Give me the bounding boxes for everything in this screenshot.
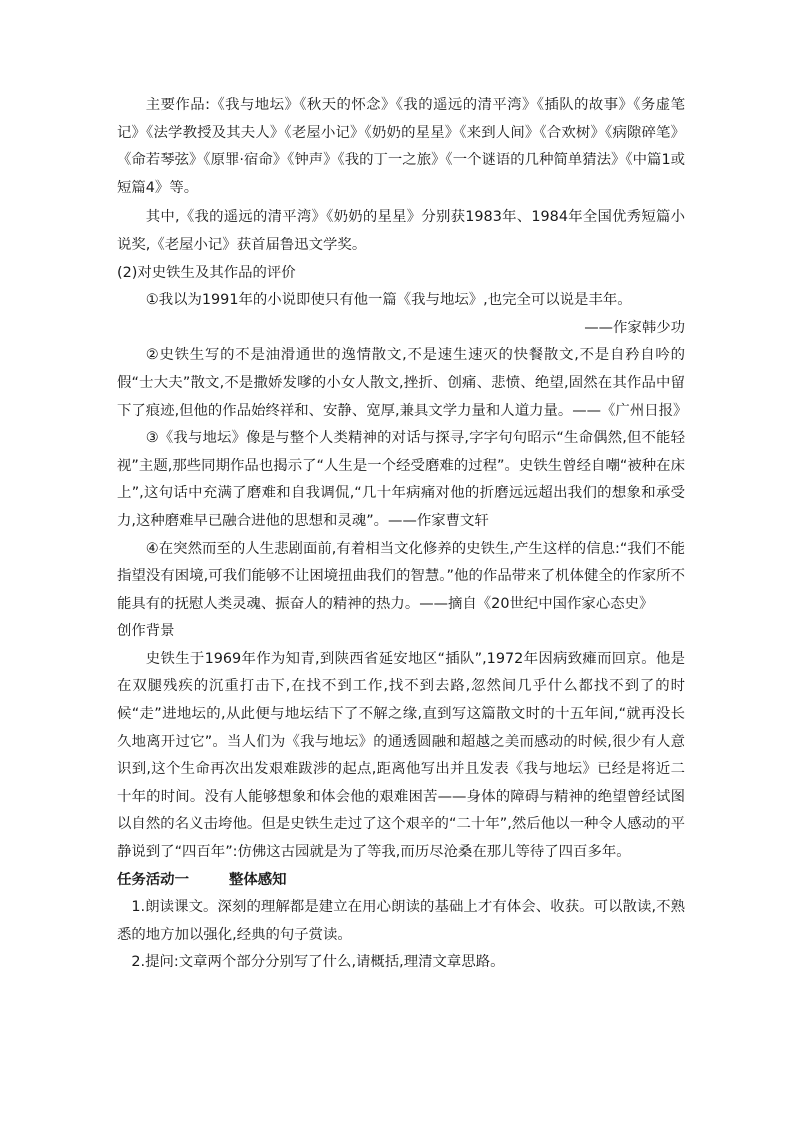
evaluation-item-3: ③《我与地坛》像是与整个人类精神的对话与探寻,字字句句昭示“生命偶然,但不能轻视”主题,那些同期作品也揭示了“人生是一个经受磨难的过程”。史铁生曾经自嘲“被种在床上”,这句话中充满了磨难和自我调侃,“几十年病痛对他的折磨远远超出我们的想象和承受力,这种磨难早已融合进他的思想和灵魂”。——作家曹文轩: [117, 430, 685, 529]
task-heading: [117, 867, 685, 895]
evaluation-heading: (2)对史铁生及其作品的评价: [117, 264, 296, 281]
evaluation-item-4: ④在突然而至的人生悲剧面前,有着相当文化修养的史铁生,产生这样的信息:“我们不能指望没有困境,可我们能够不让困境扭曲我们的智慧。”他的作品带来了机体健全的作家所不能具有的抚慰人类灵魂、振奋人的精神的热力。——摘自《20世纪中国作家心态史》: [117, 540, 685, 612]
task-label: 任务活动一: [117, 871, 189, 888]
background-paragraph: 史铁生于1969年作为知青,到陕西省延安地区“插队”,1972年因病致瘫而回京。他是在双腿残疾的沉重打击下,在找不到工作,找不到去路,忽然间几乎什么都找不到了的时候“走”进地坛的,从此便与地坛结下了不解之缘,直到写这篇散文时的十五年间,“就再没长久地离开过它”。当人们为《我与地坛》的通透圆融和超越之美而感动的时候,很少有人意识到,这个生命再次出发艰难跋涉的起点,距离他写出并且发表《我与地坛》已经是将近二十年的时间。没有人能够想象和体会他的艰难困苦——身体的障碍与精神的绝望曾经试图以自然的名义击垮他。但是史铁生走过了这个艰辛的“二十年”,然后他以一种令人感动的平静说到了“四百年”:仿佛这古园就是为了等我,而历尽沧桑在那儿等待了四百多年。: [117, 650, 685, 861]
task-title: 整体感知: [228, 871, 287, 888]
background-heading: 创作背景: [117, 623, 175, 640]
main-works-paragraph: 主要作品:《我与地坛》《秋天的怀念》《我的遥远的清平湾》《插队的故事》《务虚笔记》《法学教授及其夫人》《老屋小记》《奶奶的星星》《来到人间》《合欢树》《病隙碎笔》《命若琴弦》《原罪·宿命》《钟声》《我的丁一之旅》《一个谜语的几种简单猜法》《中篇1或短篇4》等。: [117, 97, 685, 196]
task-step-2: 2.提问:文章两个部分分别写了什么,请概括,理清文章思路。: [131, 954, 505, 971]
document-page: [117, 92, 688, 977]
evaluation-item-2: ②史铁生写的不是油滑通世的逸情散文,不是速生速灭的快餐散文,不是自矜自吟的假“士大夫”散文,不是撒娇发嗲的小女人散文,挫折、创痛、悲愤、绝望,固然在其作品中留下了痕迹,但他的作品始终祥和、安静、宽厚,兼具文学力量和人道力量。——《广州日报》: [117, 347, 688, 419]
evaluation-item-1: ①我以为1991年的小说即使只有他一篇《我与地坛》,也完全可以说是丰年。: [145, 292, 632, 309]
task-step-1: 1.朗读课文。深刻的理解都是建立在用心朗读的基础上才有体会、收获。可以散读,不熟悉的地方加以强化,经典的句子赏读。: [117, 899, 685, 943]
evaluation-item-1-source: ——作家韩少功: [584, 319, 685, 336]
awards-paragraph: 其中,《我的遥远的清平湾》《奶奶的星星》分别获1983年、1984年全国优秀短篇小说奖,《老屋小记》获首届鲁迅文学奖。: [117, 209, 685, 253]
